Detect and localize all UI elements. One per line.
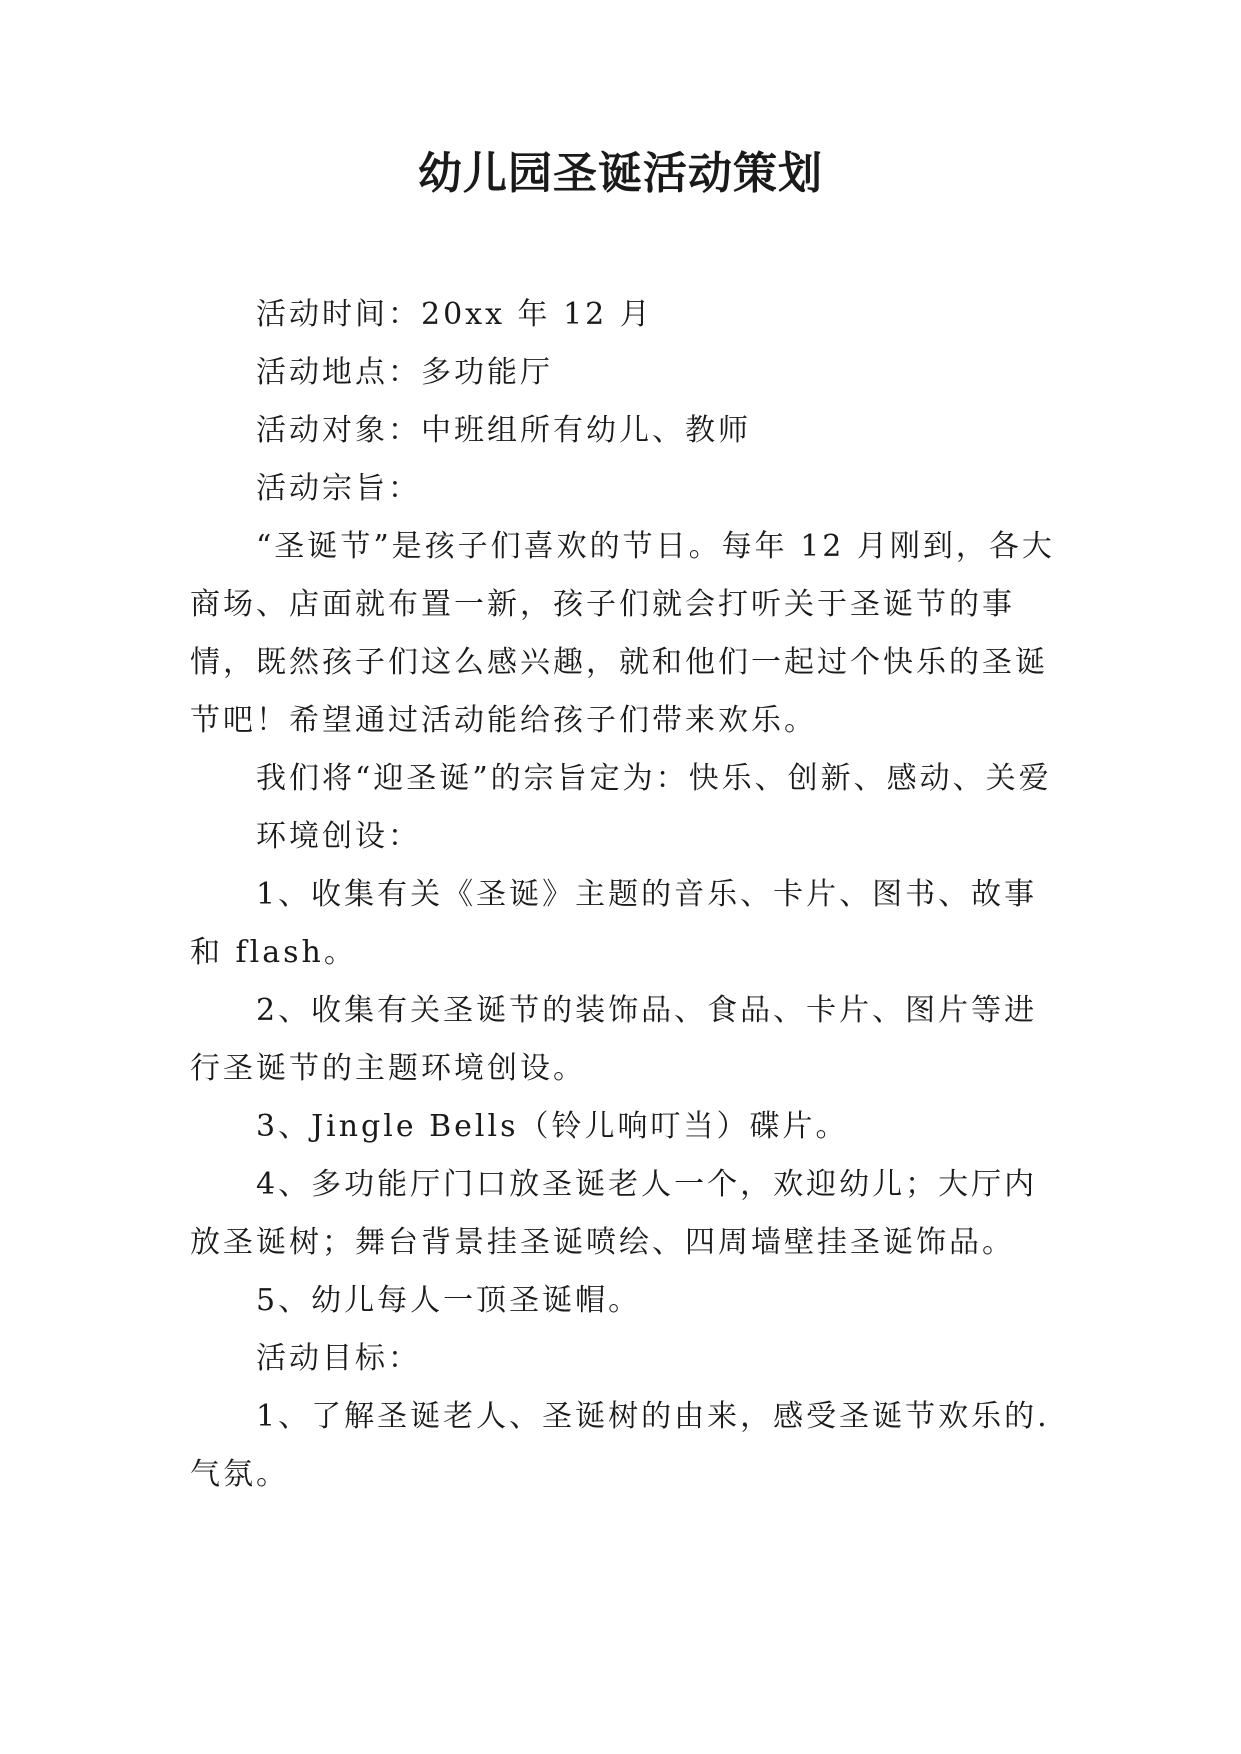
document-title: 幼儿园圣诞活动策划 xyxy=(418,148,823,199)
document-body xyxy=(190,286,1056,1504)
purpose-paragraph: “圣诞节”是孩子们喜欢的节日。每年 12 月刚到，各大商场、店面就布置一新，孩子们就会打听关于圣诞节的事情，既然孩子们这么感兴趣，就和他们一起过个快乐的圣诞节吧！希望通过活动能给孩子们带来欢乐。 xyxy=(190,529,1055,738)
activity-purpose-heading: 活动宗旨： xyxy=(256,471,421,506)
activity-participants: 活动对象：中班组所有幼儿、教师 xyxy=(256,413,751,448)
purpose-statement: 我们将“迎圣诞”的宗旨定为：快乐、创新、感动、关爱 xyxy=(256,761,1052,796)
environment-item-4: 4、多功能厅门口放圣诞老人一个，欢迎幼儿；大厅内放圣诞树；舞台背景挂圣诞喷绘、四周墙壁挂圣诞饰品。 xyxy=(190,1167,1038,1260)
environment-item-2: 2、收集有关圣诞节的装饰品、食品、卡片、图片等进行圣诞节的主题环境创设。 xyxy=(190,993,1038,1086)
goals-heading: 活动目标： xyxy=(256,1341,421,1376)
environment-item-3: 3、Jingle Bells（铃儿响叮当）碟片。 xyxy=(256,1109,849,1144)
environment-heading: 环境创设： xyxy=(256,819,421,854)
environment-item-5: 5、幼儿每人一顶圣诞帽。 xyxy=(256,1283,642,1318)
activity-time: 活动时间：20xx 年 12 月 xyxy=(256,297,653,332)
goal-item-1: 1、了解圣诞老人、圣诞树的由来，感受圣诞节欢乐的.气氛。 xyxy=(190,1399,1050,1492)
environment-item-1: 1、收集有关《圣诞》主题的音乐、卡片、图书、故事和 flash。 xyxy=(190,877,1038,970)
activity-location: 活动地点：多功能厅 xyxy=(256,355,553,390)
